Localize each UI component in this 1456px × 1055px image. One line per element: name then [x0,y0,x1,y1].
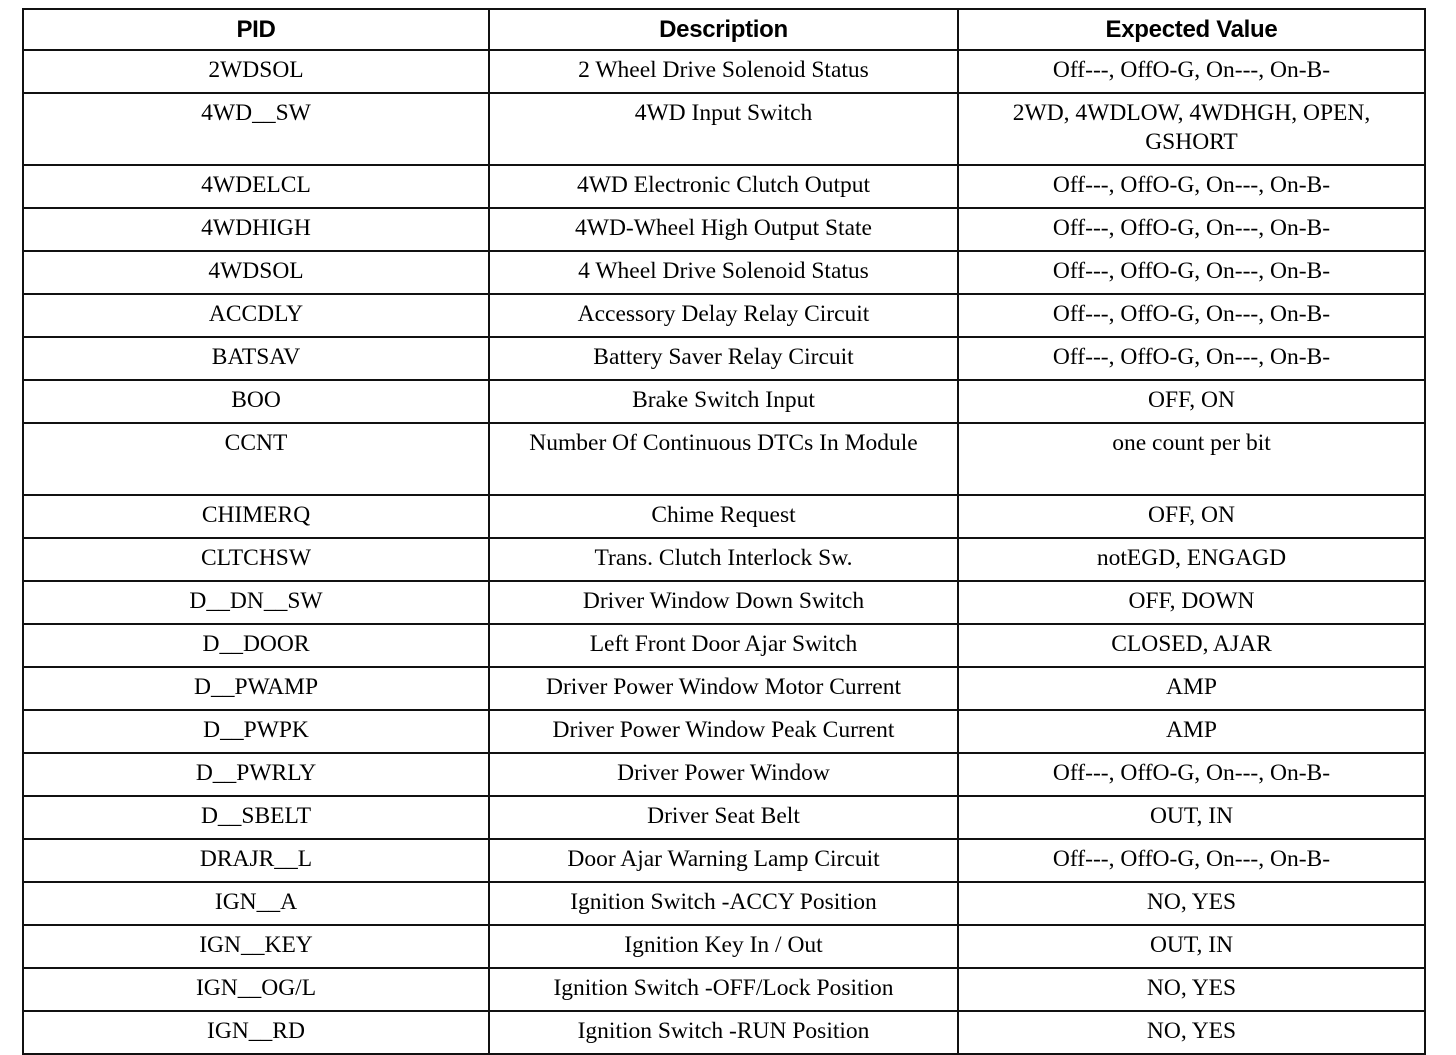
expected-value-cell: NO, YES [958,882,1425,925]
expected-value-cell: OUT, IN [958,925,1425,968]
column-header-description: Description [489,9,958,50]
expected-value-cell: Off---, OffO-G, On---, On-B- [958,337,1425,380]
expected-value-cell: notEGD, ENGAGD [958,538,1425,581]
table-row [23,796,1425,839]
description-cell: Battery Saver Relay Circuit [489,337,958,380]
description-cell: Number Of Continuous DTCs In Module [489,423,958,495]
expected-value-cell: OUT, IN [958,796,1425,839]
expected-value-cell: Off---, OffO-G, On---, On-B- [958,50,1425,93]
expected-value-cell: Off---, OffO-G, On---, On-B- [958,753,1425,796]
table-row [23,50,1425,93]
pid-cell: IGN__RD [23,1011,489,1054]
description-cell: 4 Wheel Drive Solenoid Status [489,251,958,294]
pid-cell: BOO [23,380,489,423]
table-header [23,9,1425,50]
table-row [23,667,1425,710]
expected-value-cell: Off---, OffO-G, On---, On-B- [958,165,1425,208]
pid-cell: D__PWAMP [23,667,489,710]
description-cell: Ignition Switch -OFF/Lock Position [489,968,958,1011]
description-cell: 2 Wheel Drive Solenoid Status [489,50,958,93]
expected-value-cell: AMP [958,710,1425,753]
expected-value-cell: NO, YES [958,968,1425,1011]
expected-value-cell: 2WD, 4WDLOW, 4WDHGH, OPEN, GSHORT [958,93,1425,165]
pid-cell: IGN__A [23,882,489,925]
pid-cell: D__DN__SW [23,581,489,624]
table-row [23,968,1425,1011]
expected-value-cell: OFF, ON [958,495,1425,538]
pid-cell: DRAJR__L [23,839,489,882]
description-cell: Ignition Switch -ACCY Position [489,882,958,925]
table-row [23,925,1425,968]
pid-cell: 4WDHIGH [23,208,489,251]
expected-value-cell: Off---, OffO-G, On---, On-B- [958,294,1425,337]
table-row [23,839,1425,882]
pid-cell: D__PWPK [23,710,489,753]
description-cell: Trans. Clutch Interlock Sw. [489,538,958,581]
pid-cell: BATSAV [23,337,489,380]
pid-table [22,8,1426,1055]
table-row [23,423,1425,495]
table-row [23,294,1425,337]
description-cell: Brake Switch Input [489,380,958,423]
expected-value-cell: Off---, OffO-G, On---, On-B- [958,251,1425,294]
expected-value-cell: Off---, OffO-G, On---, On-B- [958,839,1425,882]
description-cell: Ignition Key In / Out [489,925,958,968]
pid-cell: 4WDELCL [23,165,489,208]
table-row [23,495,1425,538]
description-cell: Driver Power Window [489,753,958,796]
description-cell: Driver Power Window Motor Current [489,667,958,710]
pid-cell: 2WDSOL [23,50,489,93]
expected-value-cell: Off---, OffO-G, On---, On-B- [958,208,1425,251]
table-row [23,1011,1425,1054]
table-row [23,581,1425,624]
pid-cell: 4WDSOL [23,251,489,294]
table-row [23,251,1425,294]
description-cell: 4WD Electronic Clutch Output [489,165,958,208]
table-row [23,337,1425,380]
table-body [23,50,1425,1054]
table-row [23,380,1425,423]
pid-cell: ACCDLY [23,294,489,337]
description-cell: 4WD Input Switch [489,93,958,165]
pid-cell: D__DOOR [23,624,489,667]
pid-cell: D__SBELT [23,796,489,839]
pid-cell: 4WD__SW [23,93,489,165]
header-row [23,9,1425,50]
table-row [23,208,1425,251]
description-cell: Left Front Door Ajar Switch [489,624,958,667]
description-cell: Driver Window Down Switch [489,581,958,624]
table-row [23,710,1425,753]
table-row [23,93,1425,165]
table-row [23,624,1425,667]
table-row [23,882,1425,925]
column-header-pid: PID [23,9,489,50]
column-header-expected-value: Expected Value [958,9,1425,50]
description-cell: 4WD-Wheel High Output State [489,208,958,251]
pid-cell: CLTCHSW [23,538,489,581]
description-cell: Chime Request [489,495,958,538]
expected-value-cell: CLOSED, AJAR [958,624,1425,667]
table-row [23,753,1425,796]
expected-value-cell: OFF, ON [958,380,1425,423]
pid-cell: CCNT [23,423,489,495]
description-cell: Driver Seat Belt [489,796,958,839]
expected-value-cell: AMP [958,667,1425,710]
table-row [23,165,1425,208]
description-cell: Accessory Delay Relay Circuit [489,294,958,337]
table-row [23,538,1425,581]
description-cell: Ignition Switch -RUN Position [489,1011,958,1054]
expected-value-cell: OFF, DOWN [958,581,1425,624]
description-cell: Door Ajar Warning Lamp Circuit [489,839,958,882]
description-cell: Driver Power Window Peak Current [489,710,958,753]
pid-cell: D__PWRLY [23,753,489,796]
pid-cell: CHIMERQ [23,495,489,538]
expected-value-cell: one count per bit [958,423,1425,495]
pid-cell: IGN__OG/L [23,968,489,1011]
pid-cell: IGN__KEY [23,925,489,968]
expected-value-cell: NO, YES [958,1011,1425,1054]
